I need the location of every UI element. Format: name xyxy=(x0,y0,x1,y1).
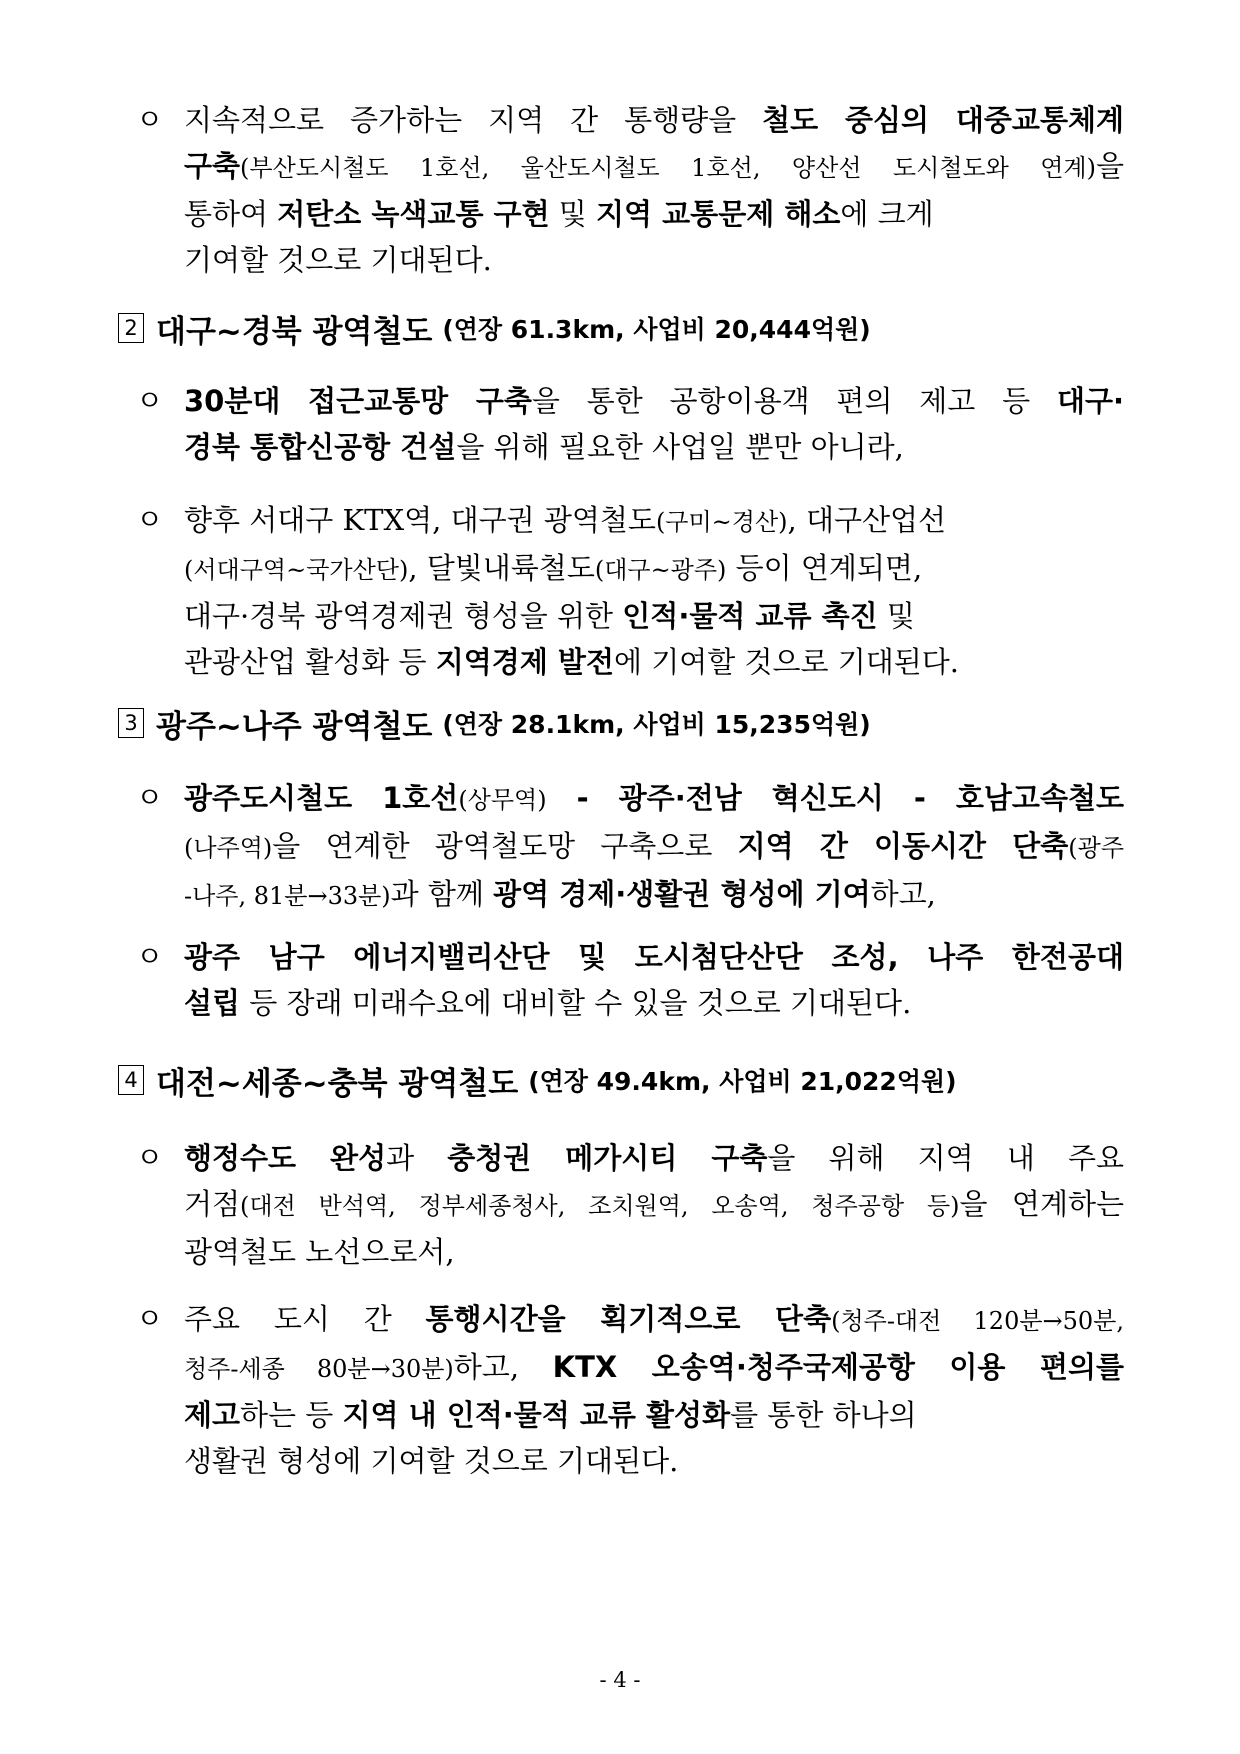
paragraph-line xyxy=(184,1229,1124,1275)
text-run: 및 xyxy=(877,599,915,633)
paragraph-line xyxy=(184,639,1124,685)
text-run: 거점 xyxy=(184,1187,241,1221)
text-run: 과 함께 xyxy=(390,877,494,911)
bold-run: 제고 xyxy=(184,1398,241,1432)
section-title: 대전~세종~충북 광역철도 xyxy=(156,1065,519,1102)
small-run: 청주-세종 80분→30분) xyxy=(184,1355,454,1383)
text-run: 을 연계하는 xyxy=(959,1187,1124,1221)
paragraph-line xyxy=(184,237,1124,283)
bold-run: 대구· xyxy=(1056,384,1124,418)
bullet-marker: ㅇ xyxy=(136,103,164,136)
paragraph-line xyxy=(184,1438,1124,1484)
bullet-marker: ㅇ xyxy=(136,781,164,814)
section-number-box: 4 xyxy=(118,1065,144,1095)
section-detail: (연장 49.4km, 사업비 21,022억원) xyxy=(528,1067,957,1096)
paragraph-line xyxy=(184,1181,1124,1229)
bullet-marker: ㅇ xyxy=(136,503,164,536)
text-run: 등이 연계되면, xyxy=(726,551,923,585)
text-run: 에 기여할 것으로 기대된다. xyxy=(613,645,959,679)
text-run: 향후 서대구 KTX역, 대구권 광역철도 xyxy=(184,503,656,537)
paragraph-line xyxy=(184,143,1124,191)
bold-run: - 광주·전남 혁신도시 - 호남고속철도 xyxy=(546,781,1124,815)
text-run: 하고, xyxy=(870,877,936,911)
text-run: 을 xyxy=(1095,149,1124,183)
text-run: , 달빛내륙철도 xyxy=(408,551,595,585)
bold-run: 지역 내 인적·물적 교류 활성화 xyxy=(342,1398,731,1432)
bold-run: 인적·물적 교류 촉진 xyxy=(622,599,878,633)
small-run: -나주, 81분→33분) xyxy=(184,882,391,910)
small-run: (상무역) xyxy=(458,786,547,814)
text-run: 과 xyxy=(386,1141,448,1175)
text-run: 을 통한 공항이용객 편의 제고 등 xyxy=(531,384,1057,418)
section-title: 대구~경북 광역철도 xyxy=(156,313,433,350)
text-run: 기여할 것으로 기대된다. xyxy=(184,243,492,277)
text-run: 하고, xyxy=(453,1350,553,1384)
bold-run: 광주 남구 에너지밸리산단 및 도시첨단산단 조성, 나주 한전공대 xyxy=(184,940,1124,974)
section-heading xyxy=(118,1058,957,1102)
paragraph-line xyxy=(184,497,1124,545)
small-run: (청주-대전 120분→50분, xyxy=(831,1307,1124,1335)
text-run: 을 위해 필요한 사업일 뿐만 아니라, xyxy=(456,430,904,464)
section-number-box: 2 xyxy=(118,313,144,343)
text-run: 주요 도시 간 xyxy=(184,1302,426,1336)
text-run: 등 장래 미래수요에 대비할 수 있을 것으로 기대된다. xyxy=(240,986,912,1020)
section-heading xyxy=(118,701,871,745)
section-heading xyxy=(118,306,871,350)
paragraph-line xyxy=(184,823,1124,871)
bold-run: 지역경제 발전 xyxy=(435,645,614,679)
paragraph-line xyxy=(184,871,1124,919)
text-run: 을 연계한 광역철도망 구축으로 xyxy=(272,829,738,863)
section-detail: (연장 28.1km, 사업비 15,235억원) xyxy=(442,710,871,739)
bold-run: 구축 xyxy=(184,149,241,183)
small-run: (대전 반석역, 정부세종청사, 조치원역, 오송역, 청주공항 등) xyxy=(240,1192,960,1220)
bullet-marker: ㅇ xyxy=(136,384,164,417)
paragraph-line xyxy=(184,1392,1124,1438)
bold-run: 행정수도 완성 xyxy=(184,1141,387,1175)
paragraph-line xyxy=(184,1135,1124,1181)
text-run: 생활권 형성에 기여할 것으로 기대된다. xyxy=(184,1444,679,1478)
bold-run: 30분대 접근교통망 구축 xyxy=(184,384,532,418)
text-run: 하는 등 xyxy=(240,1398,343,1432)
paragraph-line xyxy=(184,378,1124,424)
text-run: , 대구산업선 xyxy=(787,503,947,537)
small-run: (서대구역~국가산단) xyxy=(184,556,409,584)
paragraph-line xyxy=(184,545,1124,593)
bold-run: 광주도시철도 1호선 xyxy=(184,781,459,815)
text-run: 광역철도 노선으로서, xyxy=(184,1235,455,1269)
bullet-marker: ㅇ xyxy=(136,1302,164,1335)
bold-run: 설립 xyxy=(184,986,241,1020)
bold-run: 광역 경제·생활권 형성에 기여 xyxy=(493,877,871,911)
paragraph-line xyxy=(184,1296,1124,1344)
paragraph-line xyxy=(184,775,1124,823)
text-run: 에 크게 xyxy=(840,197,934,231)
bold-run: KTX 오송역·청주국제공항 이용 편의를 xyxy=(552,1350,1124,1384)
text-run: 지속적으로 증가하는 지역 간 통행량을 xyxy=(184,103,763,137)
text-run: 관광산업 활성화 등 xyxy=(184,645,436,679)
bold-run: 지역 교통문제 해소 xyxy=(596,197,841,231)
small-run: (대구~광주) xyxy=(594,556,727,584)
text-run: 을 위해 지역 내 주요 xyxy=(767,1141,1124,1175)
bold-run: 저탄소 녹색교통 구현 xyxy=(277,197,550,231)
paragraph-line xyxy=(184,191,1124,237)
paragraph-line xyxy=(184,980,1124,1026)
paragraph-line xyxy=(184,1344,1124,1392)
section-number-box: 3 xyxy=(118,708,144,738)
section-detail: (연장 61.3km, 사업비 20,444억원) xyxy=(442,315,871,344)
text-run: 통하여 xyxy=(184,197,278,231)
paragraph-line xyxy=(184,593,1124,639)
text-run: 및 xyxy=(549,197,597,231)
section-title: 광주~나주 광역철도 xyxy=(156,708,433,745)
bold-run: 지역 간 이동시간 단축 xyxy=(737,829,1069,863)
bold-run: 통행시간을 획기적으로 단축 xyxy=(425,1302,832,1336)
paragraph-line xyxy=(184,424,1124,470)
paragraph-line xyxy=(184,934,1124,980)
small-run: (광주 xyxy=(1068,834,1124,862)
small-run: (나주역) xyxy=(184,834,273,862)
bold-run: 철도 중심의 대중교통체계 xyxy=(762,103,1124,137)
bullet-marker: ㅇ xyxy=(136,1141,164,1174)
bullet-marker: ㅇ xyxy=(136,940,164,973)
bold-run: 충청권 메가시티 구축 xyxy=(447,1141,768,1175)
text-run: 를 통한 하나의 xyxy=(730,1398,917,1432)
paragraph-line xyxy=(184,97,1124,143)
small-run: (구미~경산) xyxy=(655,508,788,536)
small-run: (부산도시철도 1호선, 울산도시철도 1호선, 양산선 도시철도와 연계) xyxy=(240,154,1096,182)
text-run: 대구·경북 광역경제권 형성을 위한 xyxy=(184,599,623,633)
bold-run: 경북 통합신공항 건설 xyxy=(184,430,457,464)
page-number: - 4 - xyxy=(599,1668,641,1692)
